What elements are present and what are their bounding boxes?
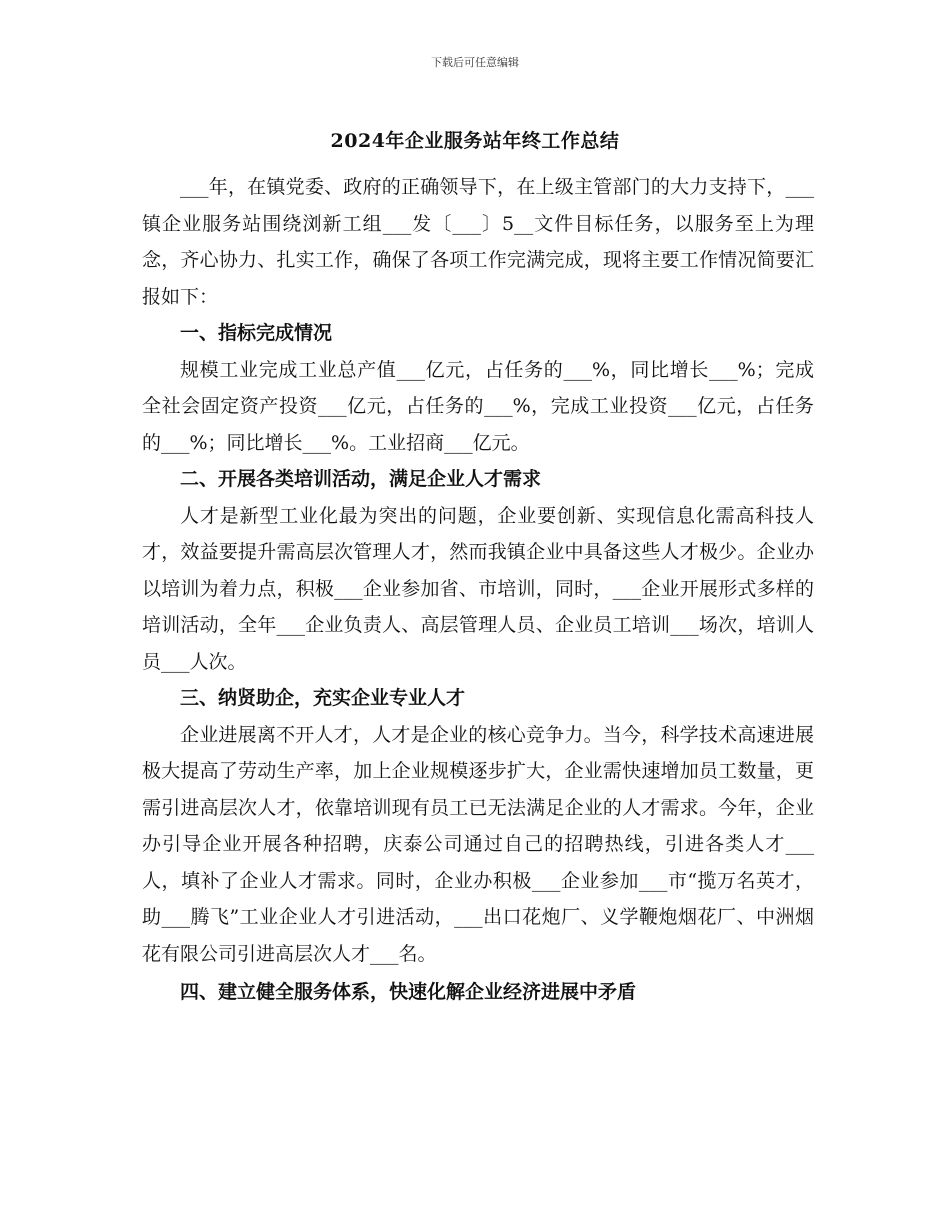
page-header: 下载后可任意编辑 bbox=[431, 56, 519, 69]
section-heading-1: 一、指标完成情况 bbox=[180, 322, 333, 344]
section-heading-4: 四、建立健全服务体系，快速化解企业经济进展中矛盾 bbox=[180, 981, 637, 1003]
section-paragraph-3: 企业进展离不开人才，人才是企业的核心竞争力。当今，科学技术高速进展极大提高了劳动生产率，加上企业规模逐步扩大，企业需快速增加员工数量，更需引进高层次人才，依靠培训现有员工已无法满足企业的人才需求。今年，企业办引导企业开展各种招聘，庆泰公司通过自己的招聘热线，引进各类人才___人，填补了企业人才需求。同时，企业办积极___企业参加___市“揽万名英才，助___腾飞”工业企业人才引进活动，___出口花炮厂、义学鞭炮烟花厂、中洲烟花有限公司引进高层次人才___名。 bbox=[142, 723, 814, 965]
document-body bbox=[142, 169, 814, 1011]
section-paragraph-2: 人才是新型工业化最为突出的问题，企业要创新、实现信息化需高科技人才，效益要提升需高层次管理人才，然而我镇企业中具备这些人才极少。企业办以培训为着力点，积极___企业参加省、市培训，同时，___企业开展形式多样的培训活动，全年___企业负责人、高层管理人员、企业员工培训___场次，培训人员___人次。 bbox=[142, 504, 814, 673]
document-title: 2024年企业服务站年终工作总结 bbox=[330, 130, 620, 152]
section-paragraph-1: 规模工业完成工业总产值___亿元，占任务的___%，同比增长___%；完成全社会固定资产投资___亿元，占任务的___%，完成工业投资___亿元，占任务的___%；同比增长___%。工业招商___亿元。 bbox=[142, 358, 814, 454]
section-heading-3: 三、纳贤助企，充实企业专业人才 bbox=[180, 687, 466, 709]
section-heading-2: 二、开展各类培训活动，满足企业人才需求 bbox=[180, 468, 542, 490]
intro-paragraph: ___年，在镇党委、政府的正确领导下，在上级主管部门的大力支持下，___镇企业服务站围绕浏新工组___发〔___〕5__文件目标任务，以服务至上为理念，齐心协力、扎实工作，确保了各项工作完满完成，现将主要工作情况简要汇报如下： bbox=[142, 176, 814, 308]
